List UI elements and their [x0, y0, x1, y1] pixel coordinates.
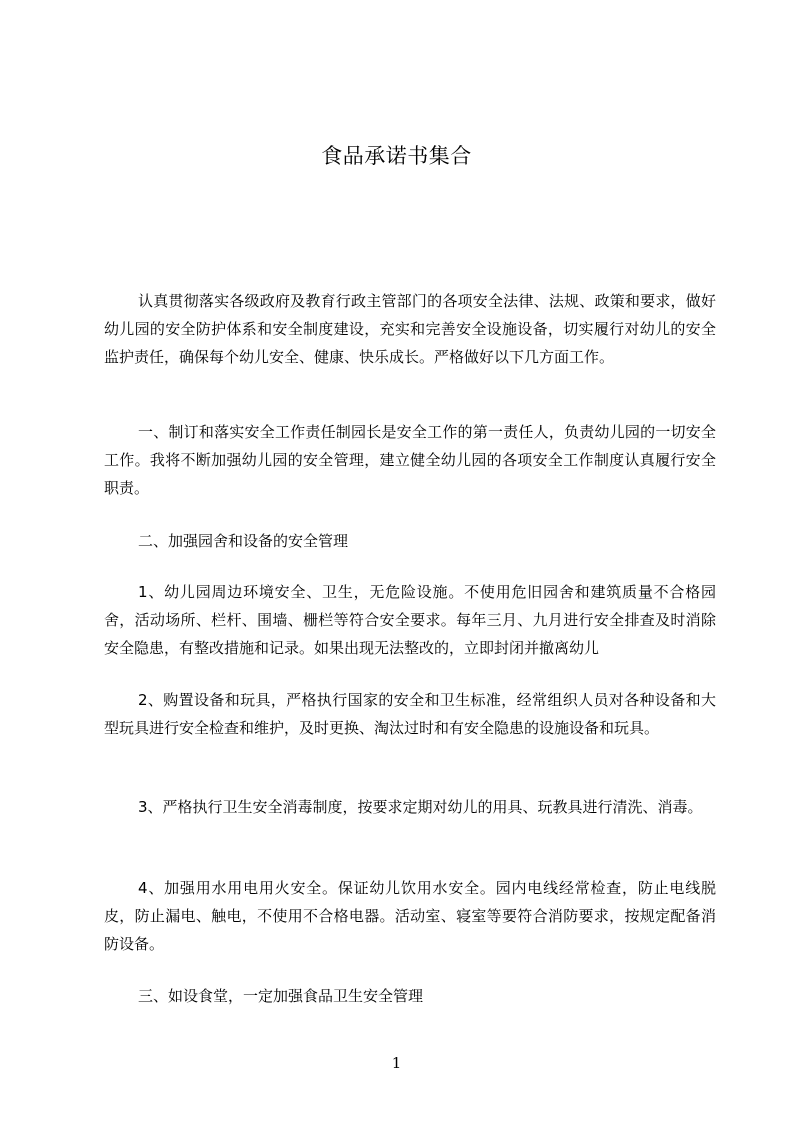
- page-number: 1: [391, 1054, 402, 1072]
- document-title: 食品承诺书集合: [321, 144, 472, 168]
- paragraph-section-2-heading: 二、加强园舍和设备的安全管理: [138, 532, 349, 550]
- paragraph-item-4: 4、加强用水用电用火安全。保证幼儿饮用水安全。园内电线经常检查，防止电线脱皮，防止漏电、触电，不使用不合格电器。活动室、寝室等要符合消防要求，按规定配备消防设备。: [104, 879, 716, 953]
- paragraph-section-1: 一、制订和落实安全工作责任制园长是安全工作的第一责任人，负责幼儿园的一切安全工作。我将不断加强幼儿园的安全管理，建立健全幼儿园的各项安全工作制度认真履行安全职责。: [104, 423, 716, 497]
- paragraph-item-2: 2、购置设备和玩具，严格执行国家的安全和卫生标准，经常组织人员对各种设备和大型玩具进行安全检查和维护，及时更换、淘汰过时和有安全隐患的设施设备和玩具。: [104, 691, 716, 737]
- paragraph-section-3-heading: 三、如设食堂，一定加强食品卫生安全管理: [138, 987, 424, 1005]
- paragraph-item-3: 3、严格执行卫生安全消毒制度，按要求定期对幼儿的用具、玩教具进行清洗、消毒。: [138, 798, 703, 816]
- paragraph-intro: 认真贯彻落实各级政府及教育行政主管部门的各项安全法律、法规、政策和要求，做好幼儿园的安全防护体系和安全制度建设，充实和完善安全设施设备，切实履行对幼儿的安全监护责任，确保每个幼儿安全、健康、快乐成长。严格做好以下几方面工作。: [104, 292, 716, 366]
- paragraph-item-1: 1、幼儿园周边环境安全、卫生，无危险设施。不使用危旧园舍和建筑质量不合格园舍，活动场所、栏杆、围墙、栅栏等符合安全要求。每年三月、九月进行安全排查及时消除安全隐患，有整改措施和记录。如果出现无法整改的，立即封闭并撤离幼儿: [104, 583, 716, 657]
